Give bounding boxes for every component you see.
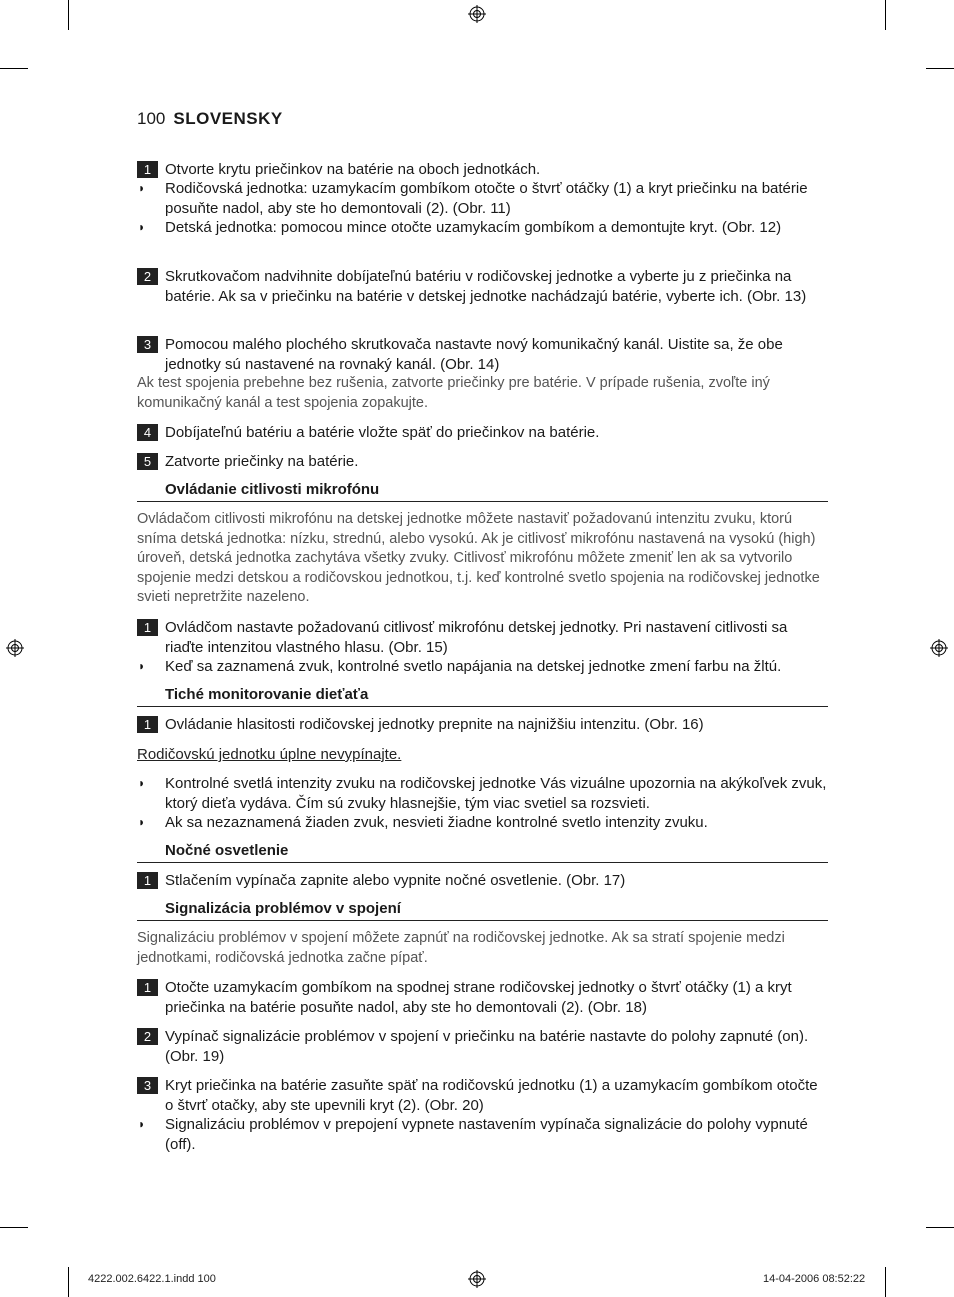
bullet-icon: ◗ [138, 815, 146, 829]
step-number: 3 [137, 336, 158, 353]
crop-mark [885, 0, 886, 30]
step-text: Vypínač signalizácie problémov v spojení v priečinku na batérie nastavte do polohy zapnuté (on). (Obr. 19) [165, 1028, 809, 1065]
bullet-text: Signalizáciu problémov v prepojení vypnete nastavením vypínača signalizácie do polohy vypnuté (off). [165, 1116, 808, 1153]
section-heading [137, 686, 828, 707]
step-number: 2 [137, 268, 158, 285]
crop-mark [0, 68, 28, 69]
step-text: Zatvorte priečinky na batérie. [165, 453, 359, 470]
step-number: 4 [137, 424, 158, 441]
step-text: Otočte uzamykacím gombíkom na spodnej strane rodičovskej jednotky o štvrť otáčky (1) a kryt priečinka na batérie posuňte nadol, aby ste ho demontovali (2). (Obr. 18) [165, 979, 792, 1016]
bullet-text: Kontrolné svetlá intenzity zvuku na rodičovskej jednotke Vás vizuálne upozornia na akýkoľvek zvuk, ktorý dieťa vydáva. Čím sú zvuky hlasnejšie, tým viac svetiel sa rozsvieti. [165, 775, 827, 812]
crop-mark [0, 1227, 28, 1228]
warning-text: Rodičovskú jednotku úplne nevypínajte. [137, 746, 402, 763]
bullet-text: Detská jednotka: pomocou mince otočte uzamykacím gombíkom a demontujte kryt. (Obr. 12) [165, 219, 782, 236]
footer-timestamp: 14-04-2006 08:52:22 [763, 1273, 866, 1285]
bullet-text: Rodičovská jednotka: uzamykacím gombíkom otočte o štvrť otáčky (1) a kryt priečinku na batérie posuňte nadol, aby ste ho demontovali (2). (Obr. 11) [165, 180, 808, 217]
list-item [137, 813, 828, 833]
warning [137, 745, 828, 765]
list-item [137, 1115, 828, 1154]
step [137, 452, 828, 472]
step [137, 1076, 828, 1115]
list-item [137, 179, 828, 218]
step-text: Kryt priečinka na batérie zasuňte späť na rodičovskú jednotku (1) a uzamykacím gombíkom otočte o štvrť otačky, aby ste upevnili kryt (2). (Obr. 20) [165, 1077, 818, 1114]
step-text: Ovládčom nastavte požadovanú citlivosť mikrofónu detskej jednotky. Pri nastavení citlivosti sa riaďte intenzitou vlastného hlasu. (Obr. 15) [165, 619, 788, 656]
bullet-icon: ◗ [138, 181, 146, 195]
step-number: 5 [137, 453, 158, 470]
step [137, 267, 828, 306]
section-title: Signalizácia problémov v spojení [165, 900, 401, 917]
registration-mark-icon [930, 639, 948, 657]
step-number: 1 [137, 716, 158, 733]
section-title: Tiché monitorovanie dieťaťa [165, 686, 369, 703]
list-item [137, 774, 828, 813]
step-number: 1 [137, 979, 158, 996]
section-heading [137, 481, 828, 502]
step-number: 1 [137, 872, 158, 889]
step-text: Skrutkovačom nadvihnite dobíjateľnú batériu v rodičovskej jednotke a vyberte ju z priečinka na batérie. Ak sa v priečinku na batérie v detskej jednotke nachádzajú batérie, vyberte ich. (Obr. 13) [165, 268, 807, 305]
section-title: Ovládanie citlivosti mikrofónu [165, 481, 380, 498]
section-title: Nočné osvetlenie [165, 842, 289, 859]
intro-text: Ovládačom citlivosti mikrofónu na detskej jednotke môžete nastaviť požadovanú intenzitu zvuku, ktorú sníma detská jednotka: nízku, strednú, alebo vysokú. Ak je citlivosť mikrofónu nastavená na vysokú (high) úroveň, detská jednotka zachytáva všetky zvuky. Citlivosť mikrofónu môžete zmeniť len ak sa vytvorilo spojenie medzi detskou a rodičovskou jednotkou, t.j. keď kontrolné svetlo spojenia na rodičovskej jednotke svieti nepretržite nazeleno. [137, 511, 820, 605]
crop-mark [68, 1267, 69, 1297]
registration-mark-icon [468, 1270, 486, 1288]
bullet-icon: ◗ [138, 659, 146, 673]
note-text: Ak test spojenia prebehne bez rušenia, zatvorte priečinky pre batérie. V prípade rušenia, zvoľte iný komunikačný kanál a test spojenia zopakujte. [137, 375, 770, 411]
step-text: Dobíjateľnú batériu a batérie vložte späť do priečinkov na batérie. [165, 424, 600, 441]
bullet-icon: ◗ [138, 1117, 146, 1131]
page-header [137, 109, 283, 129]
step-text: Ovládanie hlasitosti rodičovskej jednotky prepnite na najnižšiu intenzitu. (Obr. 16) [165, 716, 704, 733]
registration-mark-icon [6, 639, 24, 657]
step-text: Pomocou malého plochého skrutkovača nastavte nový komunikačný kanál. Uistite sa, že obe jednotky sú nastavené na rovnaký kanál. (Obr. 14) [165, 336, 783, 373]
bullet-text: Keď sa zaznamená zvuk, kontrolné svetlo napájania na detskej jednotke zmení farbu na žltú. [165, 658, 782, 675]
bullet-icon: ◗ [138, 220, 146, 234]
step-text: Otvorte krytu priečinkov na batérie na oboch jednotkách. [165, 161, 541, 178]
step [137, 1027, 828, 1066]
section-heading [137, 842, 828, 863]
crop-mark [926, 68, 954, 69]
step [137, 978, 828, 1017]
page-number: 100 [137, 109, 166, 128]
registration-mark-icon [468, 5, 486, 23]
language-title: SLOVENSKY [173, 109, 283, 128]
step [137, 335, 828, 374]
step-number: 3 [137, 1077, 158, 1094]
crop-mark [68, 0, 69, 30]
bullet-text: Ak sa nezaznamená žiaden zvuk, nesvieti žiadne kontrolné svetlo intenzity zvuku. [165, 814, 708, 831]
step-number: 1 [137, 619, 158, 636]
step [137, 618, 828, 657]
intro-text: Signalizáciu problémov v spojení môžete zapnúť na rodičovskej jednotke. Ak sa stratí spojenie medzi jednotkami, rodičovská jednotka začne pípať. [137, 930, 785, 966]
step [137, 871, 828, 891]
section-heading [137, 900, 828, 921]
list-item [137, 657, 828, 677]
list-item [137, 218, 828, 238]
footer-file: 4222.002.6422.1.indd 100 [88, 1273, 216, 1285]
step [137, 715, 828, 735]
step-text: Stlačením vypínača zapnite alebo vypnite nočné osvetlenie. (Obr. 17) [165, 872, 626, 889]
crop-mark [885, 1267, 886, 1297]
bullet-icon: ◗ [138, 776, 146, 790]
step-number: 2 [137, 1028, 158, 1045]
step [137, 160, 828, 180]
step [137, 423, 828, 443]
crop-mark [926, 1227, 954, 1228]
step-number: 1 [137, 161, 158, 178]
